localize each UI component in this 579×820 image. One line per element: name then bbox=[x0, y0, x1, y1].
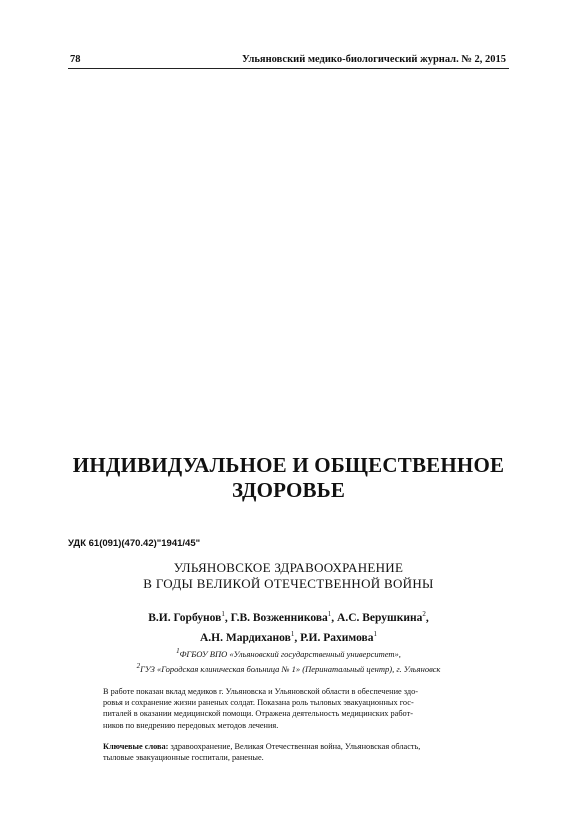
author-affiliation-mark: 1 bbox=[221, 610, 225, 618]
author-list bbox=[68, 606, 509, 646]
article-title-line-2: В ГОДЫ ВЕЛИКОЙ ОТЕЧЕСТВЕННОЙ ВОЙНЫ bbox=[143, 576, 434, 591]
author-name: Р.И. Рахимова bbox=[300, 631, 374, 644]
abstract bbox=[103, 686, 477, 731]
page-number: 78 bbox=[70, 54, 81, 65]
affiliation-2 bbox=[68, 660, 509, 675]
author-affiliation-mark: 1 bbox=[290, 629, 295, 638]
author-name: А.С. Верушкина bbox=[337, 611, 423, 624]
keywords-label: Ключевые слова: bbox=[103, 742, 169, 751]
keywords bbox=[103, 741, 477, 763]
author-name: В.И. Горбунов bbox=[148, 611, 222, 624]
journal-title: Ульяновский медико-биологический журнал. № 2, 2015 bbox=[241, 54, 506, 65]
article-title bbox=[68, 560, 509, 592]
udk-code: УДК 61(091)(470.42)"1941/45" bbox=[68, 538, 201, 549]
author-affiliation-mark: 1 bbox=[327, 610, 332, 618]
abstract-line: В работе показан вклад медиков г. Ульяновска и Ульяновской области в обеспечение здо- bbox=[103, 687, 419, 696]
affiliation-text: ГУЗ «Городская клиническая больница № 1» (Перинатальный центр), г. Ульяновск bbox=[140, 663, 441, 674]
section-heading-line-2: ЗДОРОВЬЕ bbox=[231, 478, 346, 502]
affiliation-1 bbox=[68, 645, 509, 660]
keywords-line-1 bbox=[103, 741, 477, 752]
author-name: Г.В. Возженникова bbox=[230, 611, 328, 624]
article-title-line-1: УЛЬЯНОВСКОЕ ЗДРАВООХРАНЕНИЕ bbox=[173, 560, 404, 575]
author-name: А.Н. Мардиханов bbox=[200, 631, 291, 644]
affiliation-mark: 1 bbox=[176, 647, 180, 655]
keywords-line-2: тыловые эвакуационные госпитали, раненые. bbox=[103, 753, 264, 763]
running-header bbox=[68, 53, 509, 69]
authors-line-2: А.Н. Мардиханов$^1$, Р.И. Рахимова$^1$ bbox=[200, 629, 377, 644]
affiliations bbox=[68, 645, 509, 675]
affiliation-text: ФГБОУ ВПО «Ульяновский государственный университет», bbox=[179, 648, 401, 659]
section-heading-line-1: ИНДИВИДУАЛЬНОЕ И ОБЩЕСТВЕННОЕ bbox=[72, 453, 505, 477]
author-affiliation-mark: 1 bbox=[373, 629, 377, 638]
author-affiliation-mark: 2 bbox=[422, 610, 426, 618]
abstract-line: ников по внедрению передовых методов лечения. bbox=[103, 720, 279, 730]
section-heading bbox=[68, 453, 509, 503]
authors-line-1: В.И. Горбунов$^1$, Г.В. Возженникова$^1$, А.С. Верушкина$^2$, bbox=[148, 610, 429, 624]
keywords-text: здравоохранение, Великая Отечественная война, Ульяновская область, bbox=[168, 742, 421, 751]
affiliation-mark: 2 bbox=[136, 661, 141, 670]
abstract-line: ровья и сохранение жизни раненых солдат. Показана роль тыловых эвакуационных гос- bbox=[103, 698, 414, 708]
abstract-line: питалей в оказании медицинской помощи. Отражена деятельность медицинских работ- bbox=[103, 709, 413, 719]
